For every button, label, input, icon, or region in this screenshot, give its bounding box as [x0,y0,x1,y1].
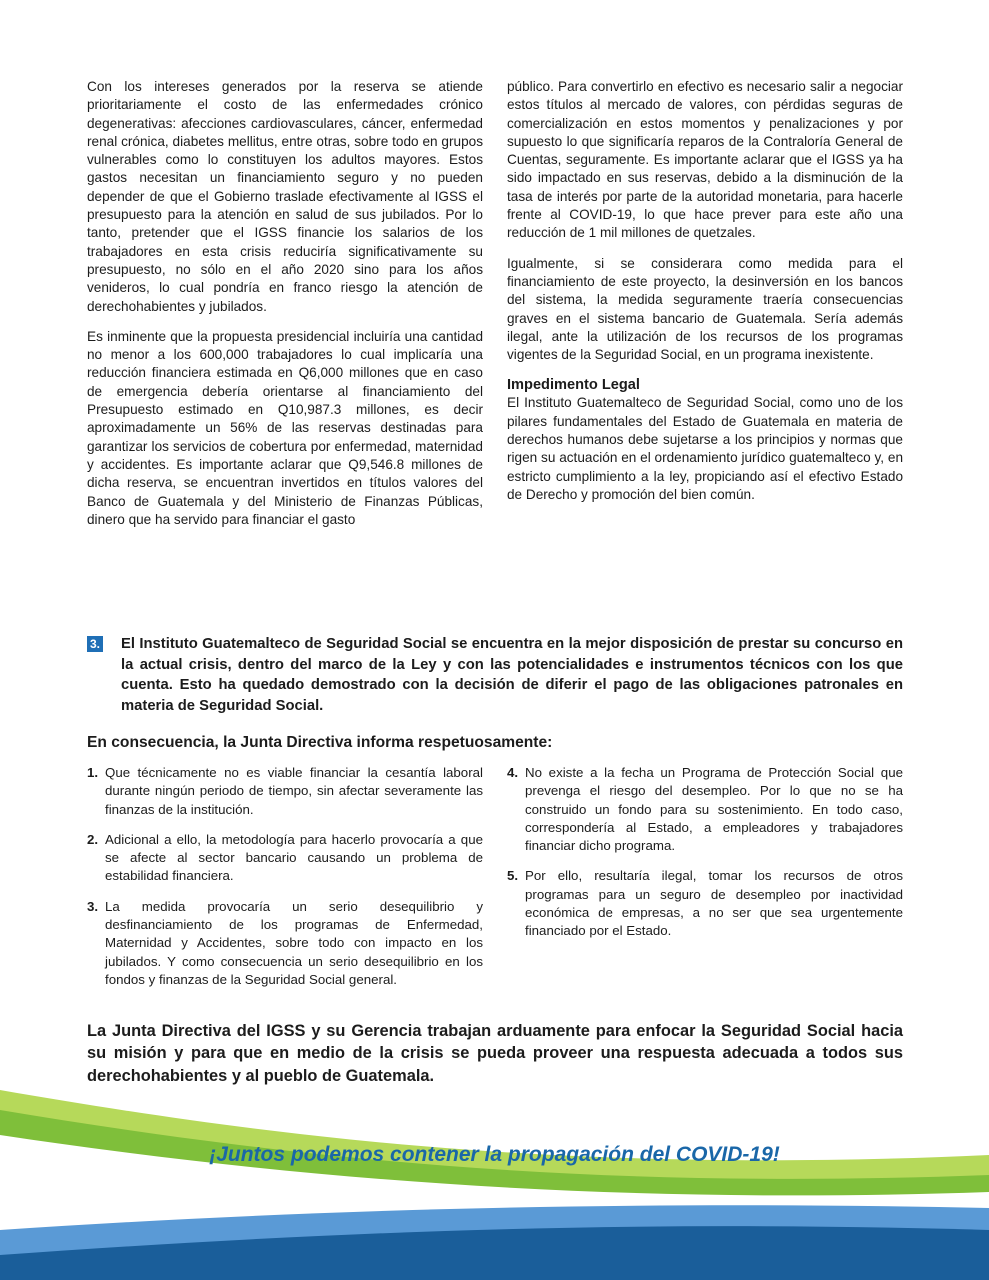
paragraph: El Instituto Guatemalteco de Seguridad Social, como uno de los pilares fundamentales del Estado de Guatemala en materia de derechos humanos debe sujetarse a los principios y normas que rigen su actuación en el ordenamiento jurídico guatemalteco y, en estricto cumplimiento a la ley, propiciando así el efectivo Estado de Derecho y promoción del bien común. [507,395,903,502]
list-item-text: La medida provocaría un serio desequilibrio y desfinanciamiento de los programas de Enfermedad, Maternidad y Accidentes, sobre todo con impacto en los jubilados. Y como consecuencia un serio desequilibrio en los fondos y finanzas de la Seguridad Social general. [105,898,483,987]
closing-statement: La Junta Directiva del IGSS y su Gerencia trabajan arduamente para enfocar la Seguridad Social hacia su misión y para que en medio de la crisis se pueda proveer una respuesta adecuada a todos sus derechohabientes y al pueblo de Guatemala. [87,1022,903,1085]
right-column [507,78,903,541]
list-item-text: Que técnicamente no es viable financiar la cesantía laboral durante ningún periodo de tiempo, sin afectar severamente las finanzas de la institución. [105,765,483,817]
list-item [87,764,483,819]
list-item-number: 1. [87,765,99,780]
numbered-list [87,764,903,1001]
list-item-text: Por ello, resultaría ilegal, tomar los recursos de otros programas para un seguro de desempleo por inactividad económica de empresas, a no ser que sea urgentemente financiado por el Estado. [525,868,903,939]
list-item-number: 5. [507,868,519,884]
slogan: ¡Juntos podemos contener la propagación del COVID-19! [209,1143,780,1166]
list-right-column [507,764,903,1001]
paragraph: Es inminente que la propuesta presidencial incluiría una cantidad no menor a los 600,000 trabajadores lo cual implicaría una reducción financiera estimada en Q6,000 millones que en caso de emergencia debería orientarse al financiamiento del Presupuesto estimado en Q10,987.3 millones, es decir aproximadamente un 56% de las reservas destinadas para garantizar los servicios de cobertura por enfermedad, maternidad y accidentes. Es importante aclarar que Q9,546.8 millones de dicha reserva, se encuentran invertidos en títulos valores del Banco de Guatemala y del Ministerio de Finanzas Públicas, dinero que ha servido para financiar el gasto [87,328,483,527]
list-item [87,831,483,886]
left-column [87,78,483,541]
point-number-badge: 3. [87,636,103,652]
list-item-text: Adicional a ello, la metodología para hacerlo provocaría a que se afecte al sector bancario causando un problema de estabilidad financiera. [105,831,483,884]
decorative-wave-footer [0,1080,989,1280]
list-item-number: 4. [507,765,519,780]
list-item [507,764,903,855]
paragraph: Con los intereses generados por la reserva se atiende prioritariamente el costo de las enfermedades crónico degenerativas: afecciones cardiovasculares, cáncer, enfermedad renal crónica, diabetes mellitus, entre otras, sobre todo en grupos vulnerables como lo constituyen los adultos mayores. Estos gastos necesitan un financiamiento seguro y no pueden depender de que el Gobierno traslade efectivamente al IGSS el presupuesto para la atención en salud de sus jubilados. Por lo tanto, pretender que el IGSS financie los salarios de los trabajadores en esta crisis reduciría significativamente su presupuesto, no sólo en el año 2020 sino para los años venideros, lo cual pondría en franco riesgo la atención de derechohabientes y jubilados. [87,79,483,314]
point-3 [87,634,903,716]
list-item-number: 3. [87,898,99,914]
point-3-text: El Instituto Guatemalteco de Seguridad Social se encuentra en la mejor disposición de prestar su concurso en la actual crisis, dentro del marco de la Ley y con las potencialidades e instrumentos técnicos con los que cuenta. Esto ha quedado demostrado con la decisión de diferir el pago de las obligaciones patronales en materia de Seguridad Social. [121,636,903,714]
paragraph: Igualmente, si se considerara como medida para el financiamiento de este proyecto, la desinversión en los bancos del sistema, la medida seguramente traería consecuencias graves en el sistema bancario de Guatemala. Sería además ilegal, ante la utilización de los recursos de los programas vigentes de la Seguridad Social, en un programa inexistente. [507,255,903,363]
section-heading-legal: Impedimento Legal [507,377,640,394]
list-left-column [87,764,483,1001]
list-item-text: No existe a la fecha un Programa de Protección Social que prevenga el riesgo del desempleo. Por lo que no se ha construido un fondo para su sostenimiento. En todo caso, correspondería al Estado, a empleadores y trabajadores financiar dicho programa. [525,765,903,854]
paragraph: público. Para convertirlo en efectivo es necesario salir a negociar estos títulos al mercado de valores, con pérdidas seguras de comercialización en estos momentos y penalizaciones y por supuesto lo que significaría reparos de la Contraloría General de Cuentas, seguramente. Es importante aclarar que el IGSS ya ha sido impactado en sus reservas, debido a la disminución de la tasa de interés por parte de la autoridad monetaria, para hacerle frente al COVID-19, lo que hace prever para este año una reducción de 1 mil millones de quetzales. [507,79,903,241]
list-item-number: 2. [87,831,99,847]
list-item [507,867,903,940]
consequence-heading: En consecuencia, la Junta Directiva informa respetuosamente: [87,734,553,751]
two-column-body [87,78,903,541]
list-item [87,898,483,989]
